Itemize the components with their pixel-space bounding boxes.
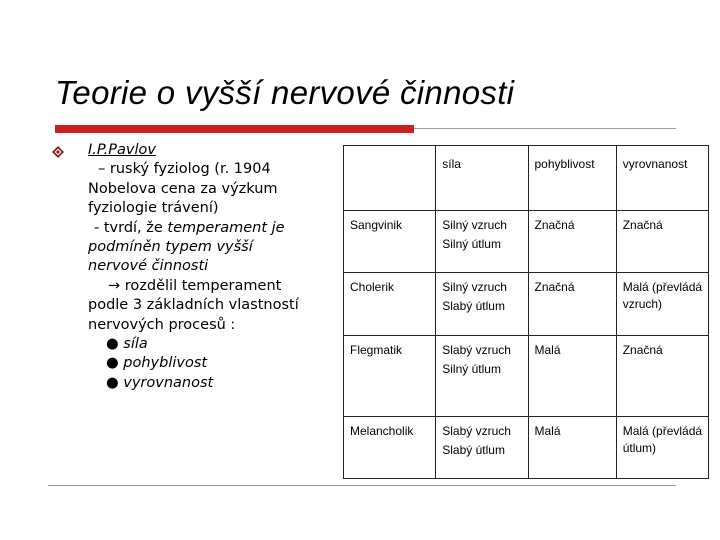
text-line: fyziologie trávení) [88,200,219,217]
table-cell: Malá (převládá útlum) [616,417,708,479]
table-header-cell: síla [436,146,528,211]
cell-line: Silný vzruch [442,280,507,294]
cell-line: Slabý útlum [442,299,505,313]
table-row [344,417,709,479]
list-item-label: pohyblivost [123,355,208,372]
text-line: podmíněn typem vyšší [88,239,253,256]
bottom-rule [48,485,676,486]
text-line: nervových procesů : [88,316,236,333]
text-line: podle 3 základních vlastností [88,297,299,314]
table-header-row [344,146,709,211]
table-cell [436,417,528,479]
table-header-cell: vyrovnanost [616,146,708,211]
title-underline-accent [55,125,414,133]
table-row [344,211,709,273]
table-cell: Značná [528,273,616,336]
text-line: – ruský fyziolog (r. 1904 [98,161,271,178]
cell-line: Silný útlum [442,237,501,251]
table-cell [436,336,528,417]
cell-line: Slabý vzruch [442,424,511,438]
table-cell: Flegmatik [344,336,436,417]
table-cell [436,211,528,273]
cell-line: Silný vzruch [442,218,507,232]
diamond-bullet-icon [51,145,65,159]
list-item: ● síla [106,336,148,353]
table-cell: Malá [528,336,616,417]
pavlov-text-block [88,141,338,393]
temperament-table [343,145,709,479]
table-row [344,336,709,417]
text-line: nervové činnosti [88,258,209,275]
table-header-cell [344,146,436,211]
table-header-cell: pohyblivost [528,146,616,211]
cell-line: Silný útlum [442,362,501,376]
table-cell [436,273,528,336]
table-cell: Cholerik [344,273,436,336]
text-line [88,219,338,238]
slide-title: Teorie o vyšší nervové činnosti [55,74,515,111]
table-cell: Značná [616,336,708,417]
text-emphasis: temperament je [167,219,285,236]
list-item-label: vyrovnanost [123,374,214,391]
list-item: ● vyrovnanost [106,374,214,391]
table-cell: Značná [616,211,708,273]
list-item: ● pohyblivost [106,355,208,372]
text-line: Nobelova cena za výzkum [88,180,278,197]
cell-line: Slabý vzruch [442,343,511,357]
table-cell: Sangvinik [344,211,436,273]
text-fragment: - tvrdí, že [94,219,168,236]
table-cell: Melancholik [344,417,436,479]
list-item-label: síla [123,336,148,353]
table-row [344,273,709,336]
text-line: → rozdělil temperament [108,277,282,294]
title-underline-rule [414,128,676,129]
table-cell: Malá [528,417,616,479]
table-cell: Značná [528,211,616,273]
table-cell: Malá (převládá vzruch) [616,273,708,336]
cell-line: Slabý útlum [442,443,505,457]
pavlov-heading: I.P.Pavlov [88,142,156,158]
